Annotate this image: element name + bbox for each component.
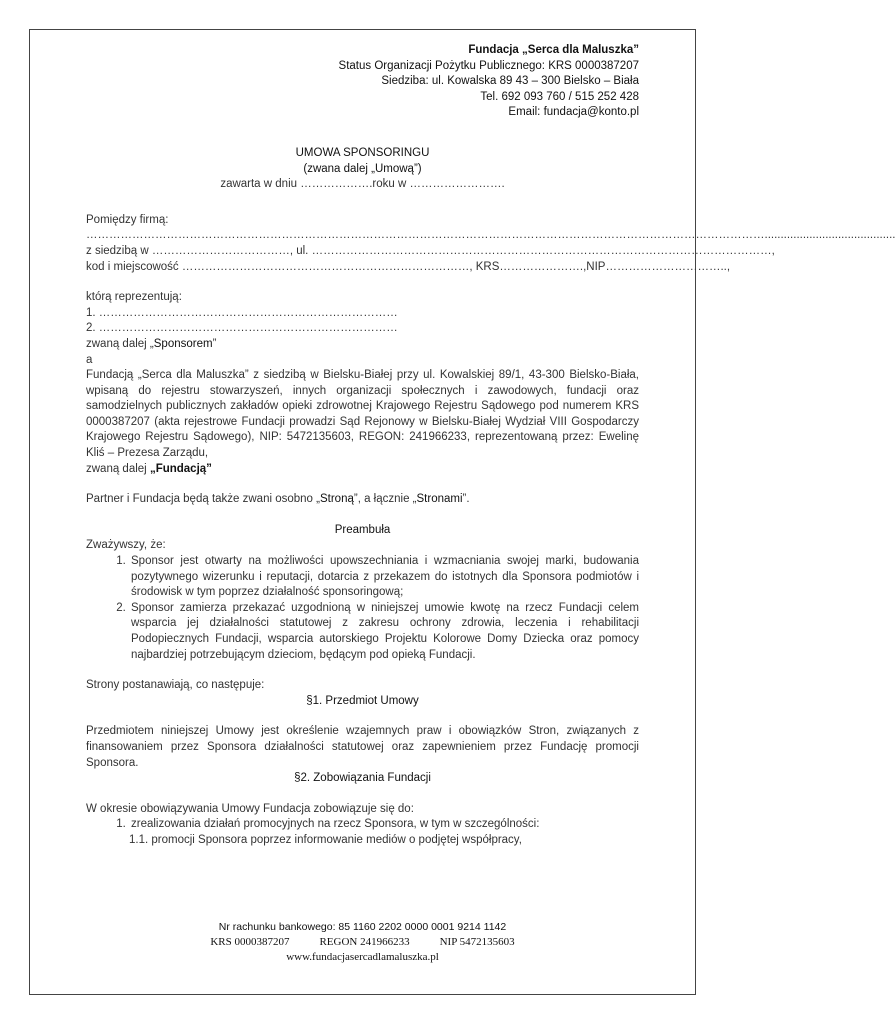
letterhead	[86, 43, 639, 121]
page-footer	[29, 920, 696, 965]
foundation-description: Fundacją „Serca dla Maluszka” z siedzibą w Bielsku-Białej przy ul. Kowalskiej 89/1, 43-300 Bielsko-Biała, wpisaną do rejestru stowarzyszeń, innych organizacji społecznych i zawodowych, fundacji oraz samodzielnych publicznych zakładów opieki zdrowotnej Krajowego Rejestru Sądowego pod numerem KRS 0000387207 (akta rejestrowe Fundacji prowadzi Sąd Rejonowy w Bielsku-Białej Wydział VIII Gospodarczy Krajowego Rejestru Sądowego), NIP: 5472135603, REGON: 241966233, reprezentowaną przez: Ewelinę Kliś – Prezesa Zarządu,	[86, 369, 639, 460]
whereas-label: Zważywszy, że:	[86, 539, 166, 552]
section-2-list	[86, 817, 639, 833]
footer-regon: REGON 241966233	[319, 936, 410, 948]
foundation-email: Email: fundacja@konto.pl	[508, 106, 639, 119]
preamble-item-1: 1. Sponsor jest otwarty na możliwości upowszechniania i wzmacniania swojej marki, budowania pozytywnego wizerunku i reputacji, dotarcia z przekazem do istotnych dla Sponsora podmiotów i środowisk w tym poprzez działalność sponsoringową;	[129, 554, 639, 601]
seat-blank: z siedzibą w ………………………………, ul. …………………………………………………………………………………………………………,	[86, 244, 775, 257]
representative-2-blank: 2. ……………………………………………………………………	[86, 322, 398, 335]
sponsor-prefix: zwaną dalej „	[86, 337, 154, 350]
represented-label: którą reprezentują:	[86, 291, 182, 304]
foundation-definition	[86, 462, 639, 478]
preamble-list	[86, 554, 639, 663]
parties-term: Stronami	[416, 493, 463, 506]
representative-1-blank: 1. ……………………………………………………………………	[86, 306, 398, 319]
section-2-item-1-1: 1.1. promocji Sponsora poprzez informowanie mediów o podjętej współpracy,	[129, 833, 522, 846]
preamble-heading: Preambuła	[334, 523, 391, 536]
preamble-item-2: 2. Sponsor zamierza przekazać uzgodnioną w niniejszej umowie kwotę na rzecz Fundacji celem wsparcia jej działalności statutowej z zakresu ochrony zdrowia, leczenia i rehabilitacji Podopiecznych Fundacji, wsparcia autorskiego Projektu Kolorowe Domy Dziecka oraz pomocy najbardziej potrzebującym dzieciom, będącym pod opieką Fundacji.	[129, 601, 639, 663]
registry-numbers	[29, 935, 696, 950]
concluded-line: zawarta w dniu ……………….roku w …………………….	[220, 178, 505, 191]
document-subtitle: (zwana dalej „Umową”)	[303, 162, 422, 175]
footer-krs: KRS 0000387207	[210, 936, 290, 948]
section-2-heading: §2. Zobowiązania Fundacji	[294, 772, 431, 785]
section-1-text: Przedmiotem niniejszej Umowy jest określenie wzajemnych praw i obowiązków Stron, związanych z finansowaniem przez Sponsora działalności statutowej oraz zapewnieniem przez Fundację promocji Sponsora.	[86, 725, 639, 769]
foundation-phone: Tel. 692 093 760 / 515 252 428	[480, 90, 639, 103]
partner-text-c: ”.	[462, 493, 470, 506]
section-2-intro: W okresie obowiązywania Umowy Fundacja zobowiązuje się do:	[86, 802, 414, 815]
foundation-address: Siedziba: ul. Kowalska 89 43 – 300 Bielsko – Biała	[381, 75, 639, 88]
foundation-term: „Fundacją”	[149, 462, 212, 475]
document-title: UMOWA SPONSORINGU	[295, 146, 430, 159]
sponsor-definition	[86, 337, 639, 353]
sponsor-suffix: ”	[212, 337, 217, 350]
footer-nip: NIP 5472135603	[439, 936, 515, 948]
bank-account: Nr rachunku bankowego: 85 1160 2202 0000 0001 9214 1142	[218, 921, 507, 933]
sponsor-term: Sponsorem	[153, 337, 213, 350]
and-word: a	[86, 353, 93, 366]
parties-agree: Strony postanawiają, co następuje:	[86, 679, 265, 692]
foundation-name: Fundacja „Serca dla Maluszka”	[468, 44, 639, 56]
partner-text-a: Partner i Fundacja będą także zwani osobno „	[86, 493, 320, 506]
website-link[interactable]: www.fundacjasercadlamaluszka.pl	[286, 951, 439, 963]
party-term: Stroną	[319, 493, 354, 506]
firm-name-blank: …………………………………………………………………………………………………………………………………………………………….........................................	[86, 229, 896, 242]
section-2-item-1: 1. zrealizowania działań promocyjnych na rzecz Sponsora, w tym w szczególności:	[129, 817, 639, 833]
document-body	[86, 43, 896, 849]
postal-code-blank: kod i miejscowość …………………………………………………………………, KRS………………….,NIP…………………………..,	[86, 260, 731, 273]
parties-definition	[86, 492, 639, 508]
between-label: Pomiędzy firmą:	[86, 213, 169, 226]
section-1-heading: §1. Przedmiot Umowy	[306, 694, 419, 707]
foundation-status: Status Organizacji Pożytku Publicznego: KRS 0000387207	[338, 59, 639, 72]
partner-text-b: ”, a łącznie „	[353, 493, 417, 506]
foundation-prefix: zwaną dalej	[86, 462, 150, 475]
